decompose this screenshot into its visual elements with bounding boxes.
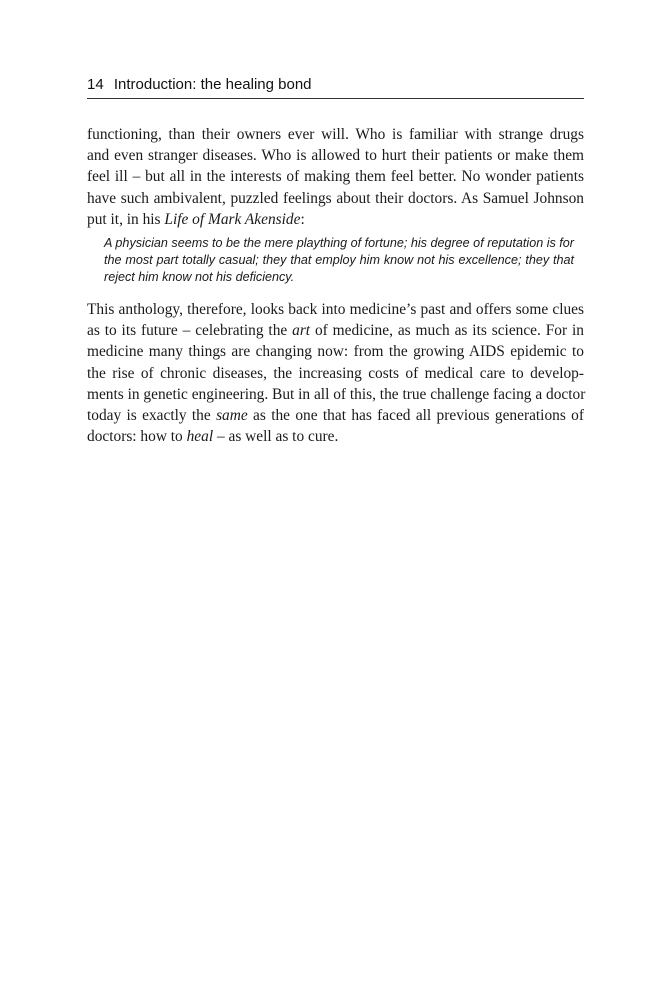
text-run: as the one that has faced all previous generations of <box>247 407 584 425</box>
quote-line: the most part totally casual; they that employ him know not his excellence; they that <box>104 253 574 267</box>
paragraph-line <box>87 209 584 230</box>
paragraph-line: medicine many things are changing now: from the growing AIDS epidemic to <box>87 343 584 361</box>
text-run: as to its future – celebrating the <box>87 322 293 340</box>
paragraph-line: have such ambivalent, puzzled feelings about their doctors. As Samuel Johnson <box>87 189 584 207</box>
paragraph-line <box>87 405 584 426</box>
paragraph-line: This anthology, therefore, looks back into medicine’s past and offers some clues <box>87 301 584 318</box>
paragraph-line <box>87 426 584 447</box>
text-run: doctors: how to <box>87 428 187 446</box>
paragraph-line: ments in genetic engineering. But in all of this, the true challenge facing a doctor <box>87 385 586 403</box>
text-run: today is exactly the <box>87 407 217 425</box>
book-title-italic: Life of Mark Akenside <box>164 210 301 228</box>
quote-line: reject him know not his deficiency. <box>104 270 295 284</box>
paragraph-line: functioning, than their owners ever will. Who is familiar with strange drugs <box>87 126 584 143</box>
block-quote <box>104 235 574 286</box>
quote-line: A physician seems to be the mere plaything of fortune; his degree of reputation is for <box>104 236 574 250</box>
paragraph-1 <box>87 124 584 230</box>
text-run: – as well as to cure. <box>213 428 339 446</box>
emphasis-italic: art <box>292 322 311 340</box>
running-head <box>87 76 584 93</box>
running-head-title: Introduction: the healing bond <box>113 76 312 93</box>
text-run: of medicine, as much as its science. For in <box>310 322 584 340</box>
emphasis-italic: same <box>216 407 248 425</box>
paragraph-line: feel ill – but all in the interests of making them feel better. No wonder patients <box>87 168 584 186</box>
emphasis-italic: heal <box>186 428 214 446</box>
paragraph-line: the rise of chronic diseases, the increasing costs of medical care to develop- <box>87 364 584 382</box>
paragraph-line <box>87 320 584 341</box>
paragraph-line: and even stranger diseases. Who is allowed to hurt their patients or make them <box>87 147 584 165</box>
header-rule <box>87 98 584 99</box>
paragraph-2 <box>87 299 584 447</box>
text-run: : <box>300 210 305 228</box>
page-number: 14 <box>87 76 104 93</box>
text-run: put it, in his <box>87 210 165 228</box>
